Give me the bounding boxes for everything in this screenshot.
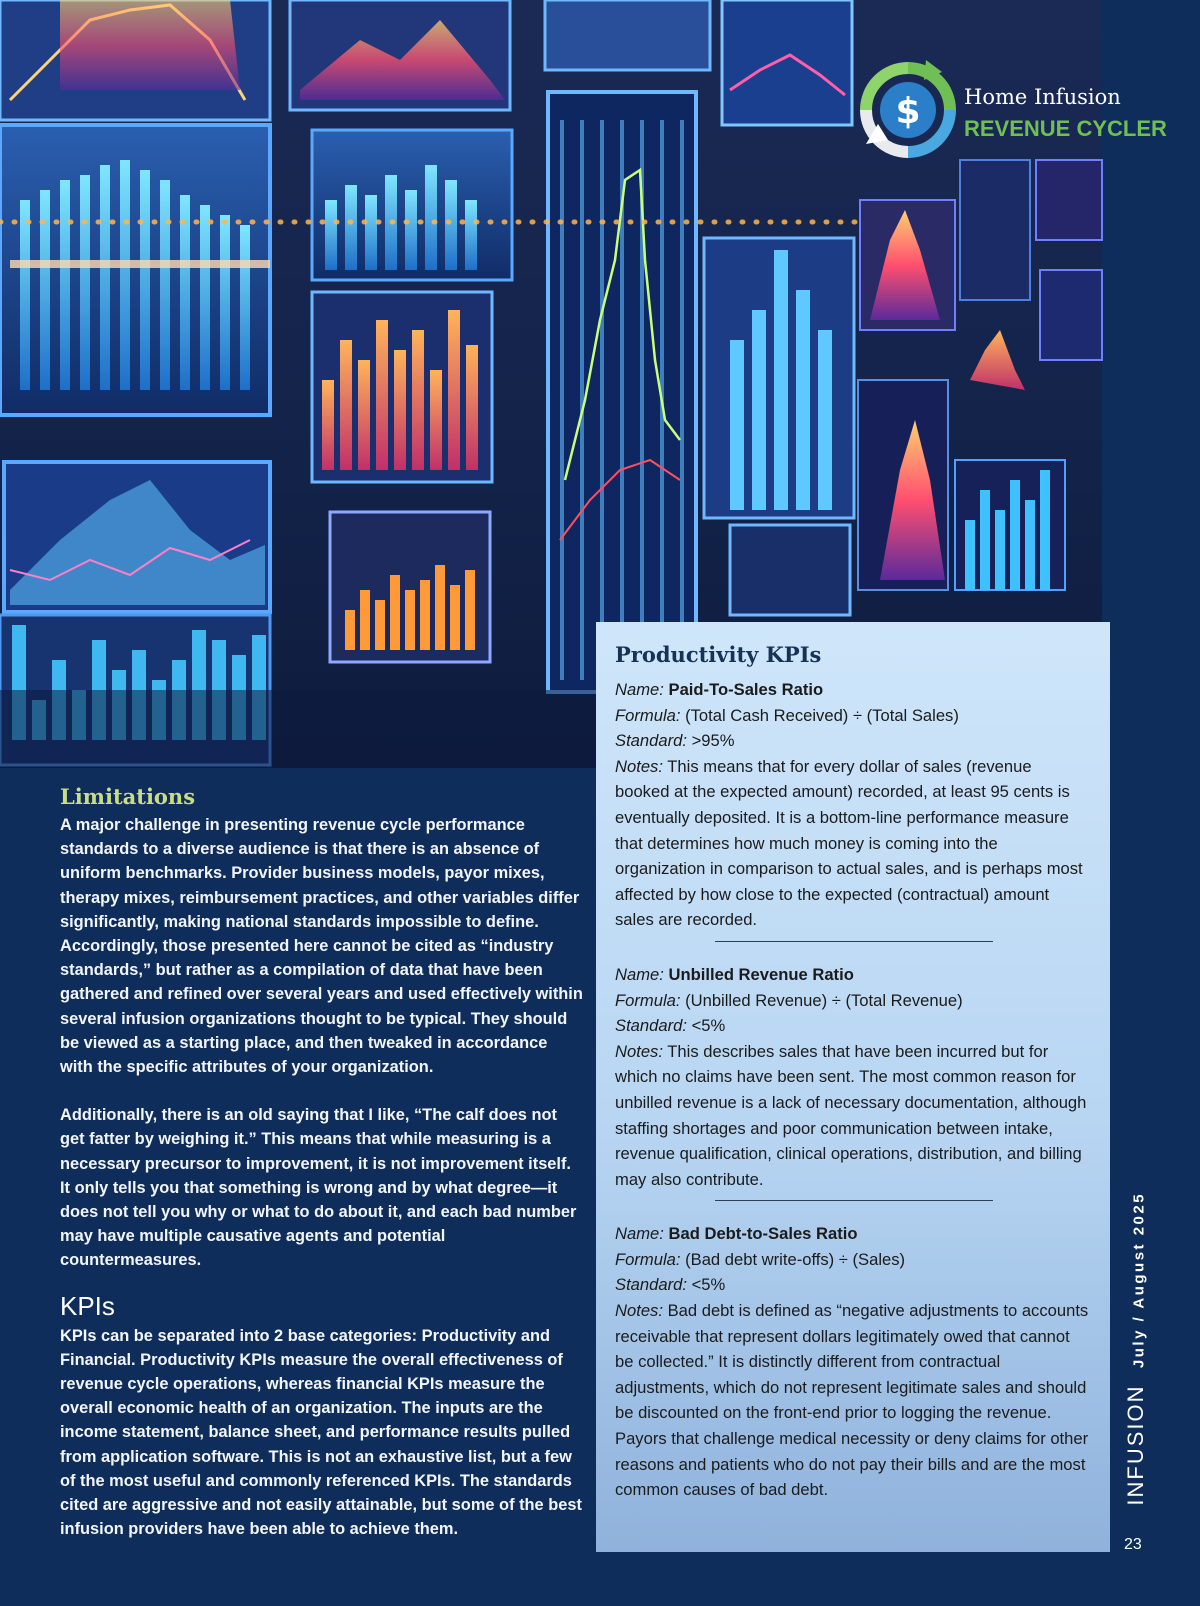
kpi-name: Bad Debt-to-Sales Ratio bbox=[668, 1224, 858, 1244]
brand-name-line2: REVENUE CYCLER bbox=[964, 116, 1167, 141]
issue-date-folio bbox=[1124, 1190, 1154, 1370]
formula-label: Formula: bbox=[615, 990, 681, 1010]
dollar-cycle-icon bbox=[858, 60, 958, 160]
svg-text:$: $ bbox=[895, 91, 921, 132]
kpi-entry bbox=[615, 962, 1092, 1192]
kpi-formula: (Unbilled Revenue) ÷ (Total Revenue) bbox=[685, 990, 963, 1010]
article-column bbox=[60, 784, 584, 1541]
notes-label: Notes: bbox=[615, 1301, 663, 1321]
kpi-name: Unbilled Revenue Ratio bbox=[668, 964, 854, 984]
standard-label: Standard: bbox=[615, 1016, 687, 1036]
kpi-formula: (Total Cash Received) ÷ (Total Sales) bbox=[685, 705, 959, 725]
kpi-box-heading: Productivity KPIs bbox=[615, 642, 822, 667]
notes-label: Notes: bbox=[615, 1041, 663, 1061]
standard-label: Standard: bbox=[615, 731, 687, 751]
kpi-entry bbox=[615, 1221, 1092, 1503]
kpis-heading: KPIs bbox=[60, 1290, 115, 1321]
name-label: Name: bbox=[615, 680, 664, 699]
page-number: 23 bbox=[1124, 1536, 1142, 1553]
name-label: Name: bbox=[615, 964, 664, 984]
magazine-name: INFUSION bbox=[1123, 1384, 1148, 1506]
kpi-notes: Bad debt is defined as “negative adjustments to accounts receivable that represent dollars legitimately owed that cannot be collected.” It is distinctly different from contractual adjustments, which do not represent legitimate sales and should be discounted on the front-end prior to logging the revenue. Payors that challenge medical necessity or deny claims for other reasons and patients who do not pay their bills and are the most common causes of bad debt. bbox=[615, 1301, 1089, 1500]
limitations-paragraph-1: A major challenge in presenting revenue cycle performance standards to a diverse audience is that there is an absence of uniform benchmarks. Provider business models, payor mixes, therapy mixes, reimbursement practices, and other variables differ significantly, making national standards impossible to define. Accordingly, those presented here cannot be cited as “industry standards,” but rather as a compilation of data that have been gathered and refined over several years and used effectively within several infusion organizations thought to be typical. They should be viewed as a starting place, and then tweaked in accordance with the specific attributes of your organization. bbox=[60, 816, 583, 1077]
kpi-entry bbox=[615, 677, 1092, 933]
standard-label: Standard: bbox=[615, 1275, 687, 1295]
kpi-formula: (Bad debt write-offs) ÷ (Sales) bbox=[685, 1249, 906, 1269]
productivity-kpis-box bbox=[596, 622, 1110, 1552]
kpi-notes: This describes sales that have been incurred but for which no claims have been sent. The most common reason for unbilled revenue is a lack of necessary documentation, although staffing shortages and poor communication between intake, revenue qualification, clinical operations, distribution, and billing may also contribute. bbox=[615, 1041, 1087, 1189]
kpi-standard: >95% bbox=[691, 731, 735, 751]
brand-name-line1: Home Infusion bbox=[964, 85, 1121, 109]
kpis-paragraph: KPIs can be separated into 2 base categories: Productivity and Financial. Productivity KPIs measure the overall effectiveness of revenue cycle operations, whereas financial KPIs measure the overall economic health of an organization. The inputs are the income statement, balance sheet, and performance results pulled from application software. This is not an exhaustive list, but a few of the most useful and commonly referenced KPIs. The standards cited are aggressive and not easily attainable, but some of the best infusion providers have been able to achieve them. bbox=[60, 1326, 582, 1539]
brand-logo bbox=[858, 60, 1167, 170]
kpi-divider bbox=[715, 941, 993, 942]
limitations-paragraph-2: Additionally, there is an old saying that I like, “The calf does not get fatter by weighing it.” This means that while measuring is a necessary precursor to improvement, it is not improvement itself. It only tells you that something is wrong and by what degree—it does not tell you why or what to do about it, and each bad number may have multiple causative agents and potential countermeasures. bbox=[60, 1106, 577, 1270]
kpi-name: Paid-To-Sales Ratio bbox=[668, 680, 824, 699]
kpi-standard: <5% bbox=[691, 1275, 726, 1295]
kpi-notes: This means that for every dollar of sales (revenue booked at the expected amount) recorded, at least 95 cents is eventually deposited. It is a bottom-line performance measure that determines how much money is coming into the organization in comparison to actual sales, and is perhaps most affected by how close to the expected (contractual) amount sales are recorded. bbox=[615, 756, 1083, 930]
name-label: Name: bbox=[615, 1224, 664, 1244]
issue-date: July / August 2025 bbox=[1130, 1191, 1148, 1369]
kpi-standard: <5% bbox=[691, 1016, 726, 1036]
notes-label: Notes: bbox=[615, 756, 663, 776]
formula-label: Formula: bbox=[615, 1249, 681, 1269]
formula-label: Formula: bbox=[615, 705, 681, 725]
kpi-divider bbox=[715, 1200, 993, 1201]
limitations-heading: Limitations bbox=[60, 784, 196, 809]
magazine-folio bbox=[1116, 1384, 1156, 1506]
